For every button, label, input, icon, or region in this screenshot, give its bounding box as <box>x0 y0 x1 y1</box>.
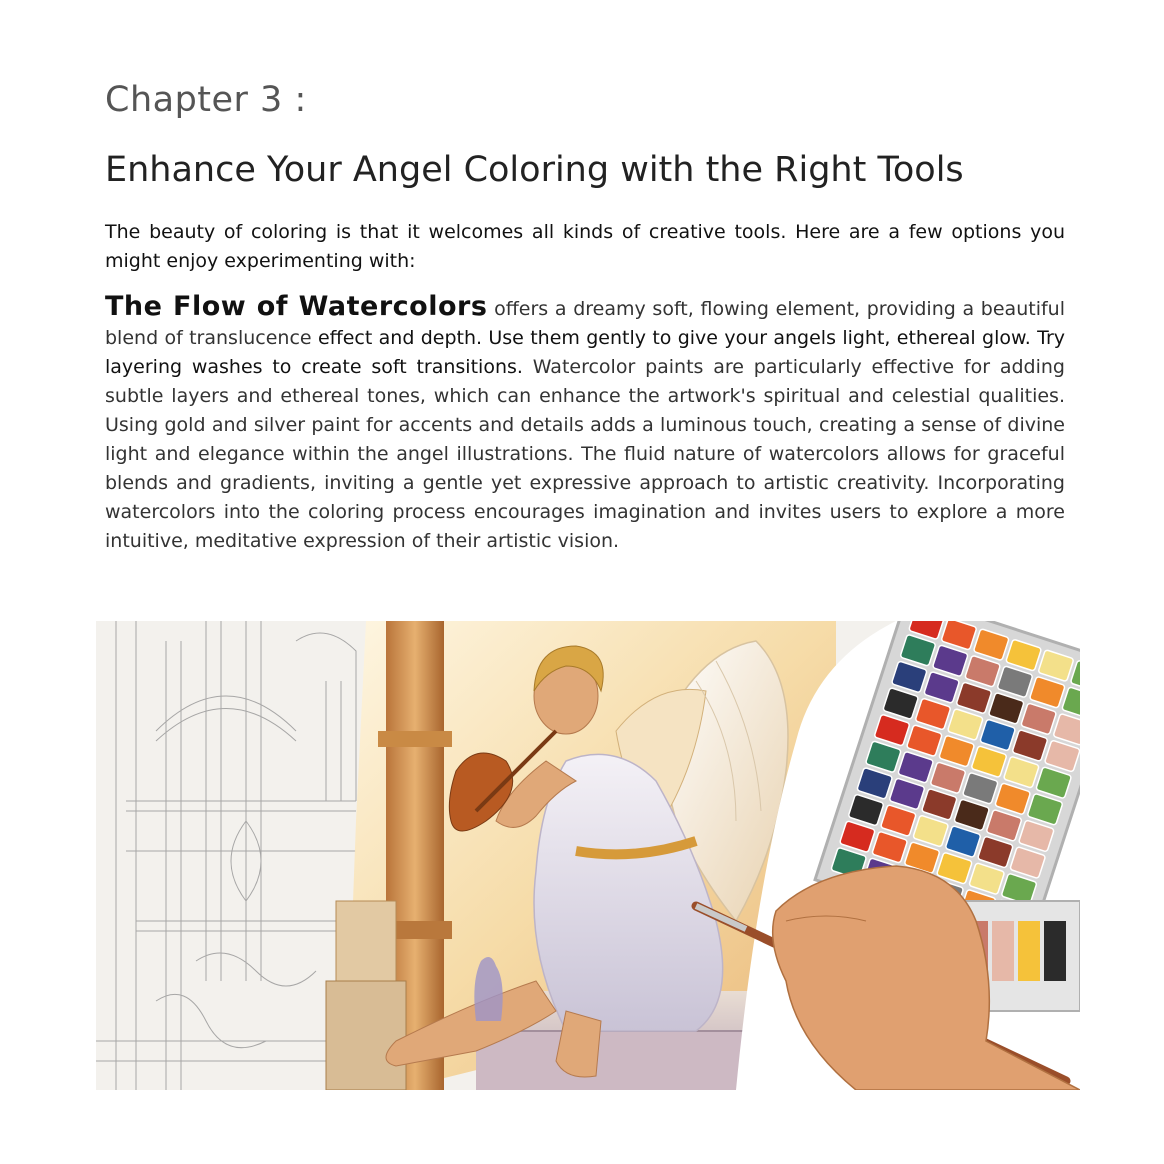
paragraph-emphasis: effect and depth. Use them gently to give your angels light, ethereal glow. Try layering washes to create soft transitions. <box>105 327 1065 378</box>
section-heading: The Flow of Watercolors <box>105 291 488 322</box>
paragraph-part-1: offers a dreamy soft, flowing element, providing a beautiful blend of translucence <box>105 298 1065 349</box>
illustration-svg <box>96 621 1080 1090</box>
chapter-label: Chapter 3 : <box>105 80 307 120</box>
paragraph-part-2: Watercolor paints are particularly effective for adding subtle layers and ethereal tones, which can enhance the artwork's spiritual and celestial qualities. Using gold and silver paint for accents and details adds a luminous touch, creating a sense of divine light and elegance within the angel illustrations. The fluid nature of watercolors allows for graceful blends and gradients, inviting a gentle yet expressive approach to artistic creativity. Incorporating watercolors into the coloring process encourages imagination and invites users to explore a more intuitive, meditative expression of their artistic vision. <box>105 356 1065 552</box>
watercolor-paragraph <box>105 292 1065 556</box>
chapter-title: Enhance Your Angel Coloring with the Right Tools <box>105 150 964 190</box>
angel-watercolor-illustration <box>96 621 1080 1090</box>
intro-paragraph: The beauty of coloring is that it welcomes all kinds of creative tools. Here are a few options you might enjoy experimenting with: <box>105 221 1065 272</box>
